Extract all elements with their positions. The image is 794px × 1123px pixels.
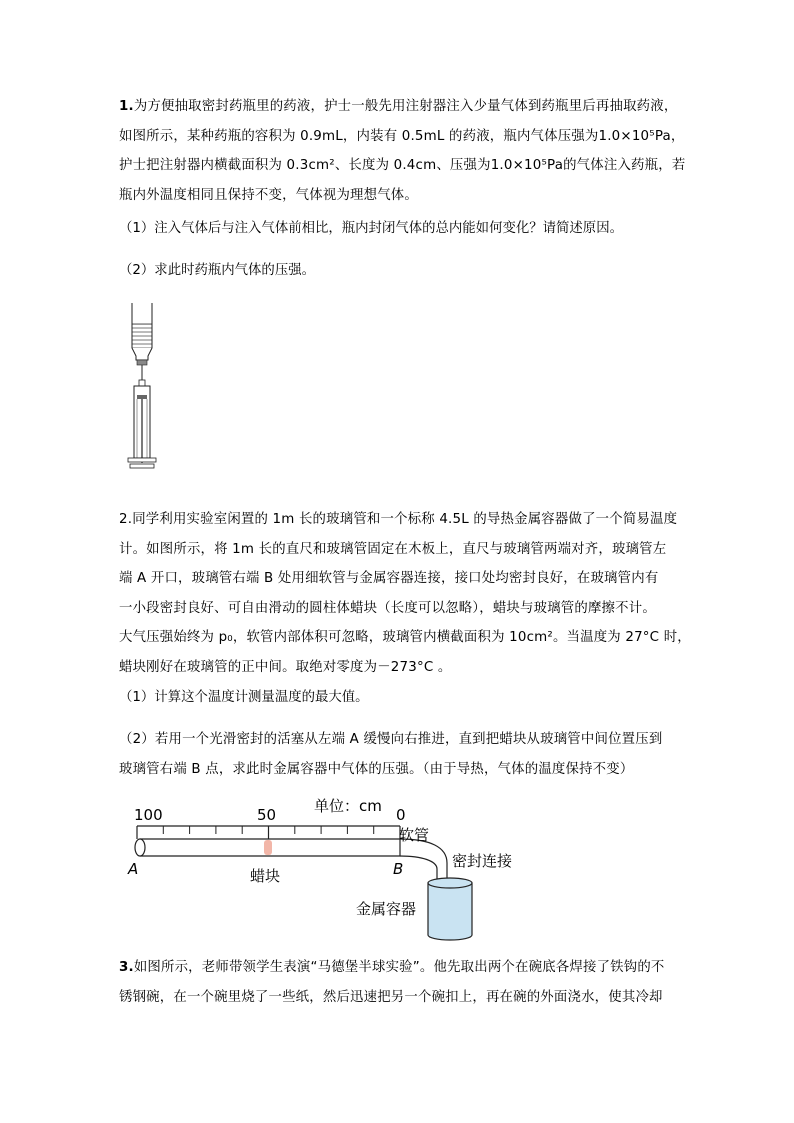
syringe [128, 365, 156, 468]
hose-label: 软管 [399, 826, 430, 844]
q2-line-3: 端 A 开口，玻璃管右端 B 处用细软管与金属容器连接，接口处均密封良好，在玻璃管内有 [119, 571, 659, 586]
question-2 [119, 505, 691, 682]
q1-subquestion-1: （1）注入气体后与注入气体前相比，瓶内封闭气体的总内能如何变化？请简述原因。 [119, 221, 623, 236]
bottle-syringe-figure [120, 298, 170, 478]
metal-container [428, 878, 472, 940]
ruler [137, 826, 400, 839]
end-label-a: A [128, 860, 139, 878]
q2-line-6: 蜡块刚好在玻璃管的正中间。取绝对零度为－273°C 。 [119, 659, 452, 675]
q3-number: 3. [119, 960, 134, 975]
q1-line-4: 瓶内外温度相同且保持不变，气体视为理想气体。 [119, 187, 418, 203]
glass-tube-thermometer-figure [110, 795, 550, 945]
seal-label: 密封连接 [452, 852, 513, 870]
question-3 [119, 953, 681, 1012]
q1-number: 1. [119, 99, 134, 114]
tick-label-0: 0 [396, 806, 406, 824]
q3-line-1: 3.如图所示，老师带领学生表演“马德堡半球实验”。他先取出两个在碗底各焊接了铁钩的不 [119, 960, 665, 975]
question-1 [119, 92, 686, 210]
tick-label-100: 100 [134, 806, 163, 824]
q2-sub2-line-2: 玻璃管右端 B 点，求此时金属容器中气体的压强。（由于导热，气体的温度保持不变） [119, 761, 634, 777]
q2-subquestion-2 [119, 725, 681, 784]
end-label-b: B [393, 860, 404, 878]
q1-subquestion-2: （2）求此时药瓶内气体的压强。 [119, 263, 315, 278]
q2-line-1: 2.同学利用实验室闲置的 1m 长的玻璃管和一个标称 4.5L 的导热金属容器做了一个简易温度 [119, 512, 678, 527]
q1-line-2: 如图所示，某种药瓶的容积为 0.9mL，内装有 0.5mL 的药液，瓶内气体压强为1.0×10⁵Pa， [119, 128, 685, 144]
q1-line-3: 护士把注射器内横截面积为 0.3cm²、长度为 0.4cm、压强为1.0×10⁵Pa的气体注入药瓶，若 [119, 158, 686, 173]
q1-line-1: 1.为方便抽取密封药瓶里的药液，护士一般先用注射器注入少量气体到药瓶里后再抽取药液， [119, 99, 678, 114]
q2-line-2: 计。如图所示，将 1m 长的直尺和玻璃管固定在木板上，直尺与玻璃管两端对齐，玻璃管左 [119, 541, 667, 557]
q2-line-5: 大气压强始终为 p₀，软管内部体积可忽略，玻璃管内横截面积为 10cm²。当温度为 27°C 时， [119, 630, 691, 645]
ruler-ticks [137, 826, 400, 839]
q2-line-4: 一小段密封良好、可自由滑动的圆柱体蜡块（长度可以忽略），蜡块与玻璃管的摩擦不计。 [119, 600, 656, 616]
container-label: 金属容器 [356, 900, 417, 918]
unit-label: 单位：cm [314, 797, 382, 815]
tick-label-50: 50 [257, 806, 277, 824]
soft-hose [400, 839, 447, 881]
q2-subquestion-1: （1）计算这个温度计测量温度的最大值。 [119, 690, 369, 705]
wax-block [264, 840, 272, 855]
wax-label: 蜡块 [250, 867, 281, 885]
q3-line-2: 锈钢碗，在一个碗里烧了一些纸，然后迅速把另一个碗扣上，再在碗的外面浇水，使其冷却 [119, 989, 663, 1005]
q2-number: 2. [119, 512, 133, 527]
medicine-bottle [132, 303, 152, 365]
q2-sub2-line-1: （2）若用一个光滑密封的活塞从左端 A 缓慢向右推进，直到把蜡块从玻璃管中间位置压到 [119, 732, 663, 747]
